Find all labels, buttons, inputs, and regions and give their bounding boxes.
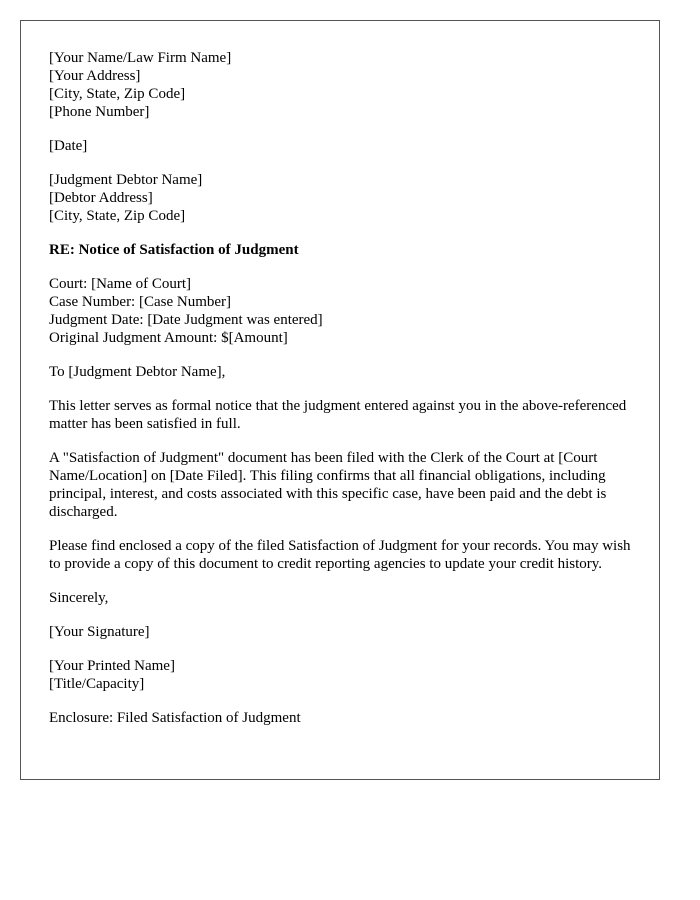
letter-content: [49, 49, 634, 743]
closing: Sincerely,: [49, 590, 109, 606]
case-number-line: Case Number: [Case Number]: [49, 294, 232, 310]
recipient-address: [Debtor Address]: [49, 190, 153, 206]
recipient-city-state-zip: [City, State, Zip Code]: [49, 208, 186, 224]
case-details-block: [49, 275, 634, 347]
recipient-name: [Judgment Debtor Name]: [49, 172, 203, 188]
letter-page: [20, 20, 660, 780]
salutation: To [Judgment Debtor Name],: [49, 364, 226, 380]
sender-block: [49, 49, 634, 121]
recipient-block: [49, 171, 634, 225]
judgment-amount-line: Original Judgment Amount: $[Amount]: [49, 330, 288, 346]
court-line: Court: [Name of Court]: [49, 276, 192, 292]
date-block: [49, 137, 634, 155]
sender-phone: [Phone Number]: [49, 104, 150, 120]
sender-address: [Your Address]: [49, 68, 141, 84]
signer-block: [49, 657, 634, 693]
sender-city-state-zip: [City, State, Zip Code]: [49, 86, 186, 102]
signer-printed-name: [Your Printed Name]: [49, 658, 175, 674]
signer-title: [Title/Capacity]: [49, 676, 145, 692]
sender-name: [Your Name/Law Firm Name]: [49, 50, 232, 66]
signature: [Your Signature]: [49, 624, 150, 640]
body-paragraph-1: This letter serves as formal notice that the judgment entered against you in the above-referenced matter has been satisfied in full.: [49, 398, 627, 432]
body-paragraph-2: A "Satisfaction of Judgment" document has been filed with the Clerk of the Court at [Court Name/Location] on [Date Filed]. This filing confirms that all financial obligations, including principal, interest, and costs associated with this specific case, have been paid and the debt is discharged.: [49, 450, 607, 520]
judgment-date-line: Judgment Date: [Date Judgment was entered]: [49, 312, 323, 328]
letter-date: [Date]: [49, 138, 88, 154]
enclosure-line: Enclosure: Filed Satisfaction of Judgment: [49, 710, 301, 726]
subject-line: RE: Notice of Satisfaction of Judgment: [49, 242, 299, 258]
body-paragraph-3: Please find enclosed a copy of the filed Satisfaction of Judgment for your records. You may wish to provide a copy of this document to credit reporting agencies to update your credit history.: [49, 538, 631, 572]
